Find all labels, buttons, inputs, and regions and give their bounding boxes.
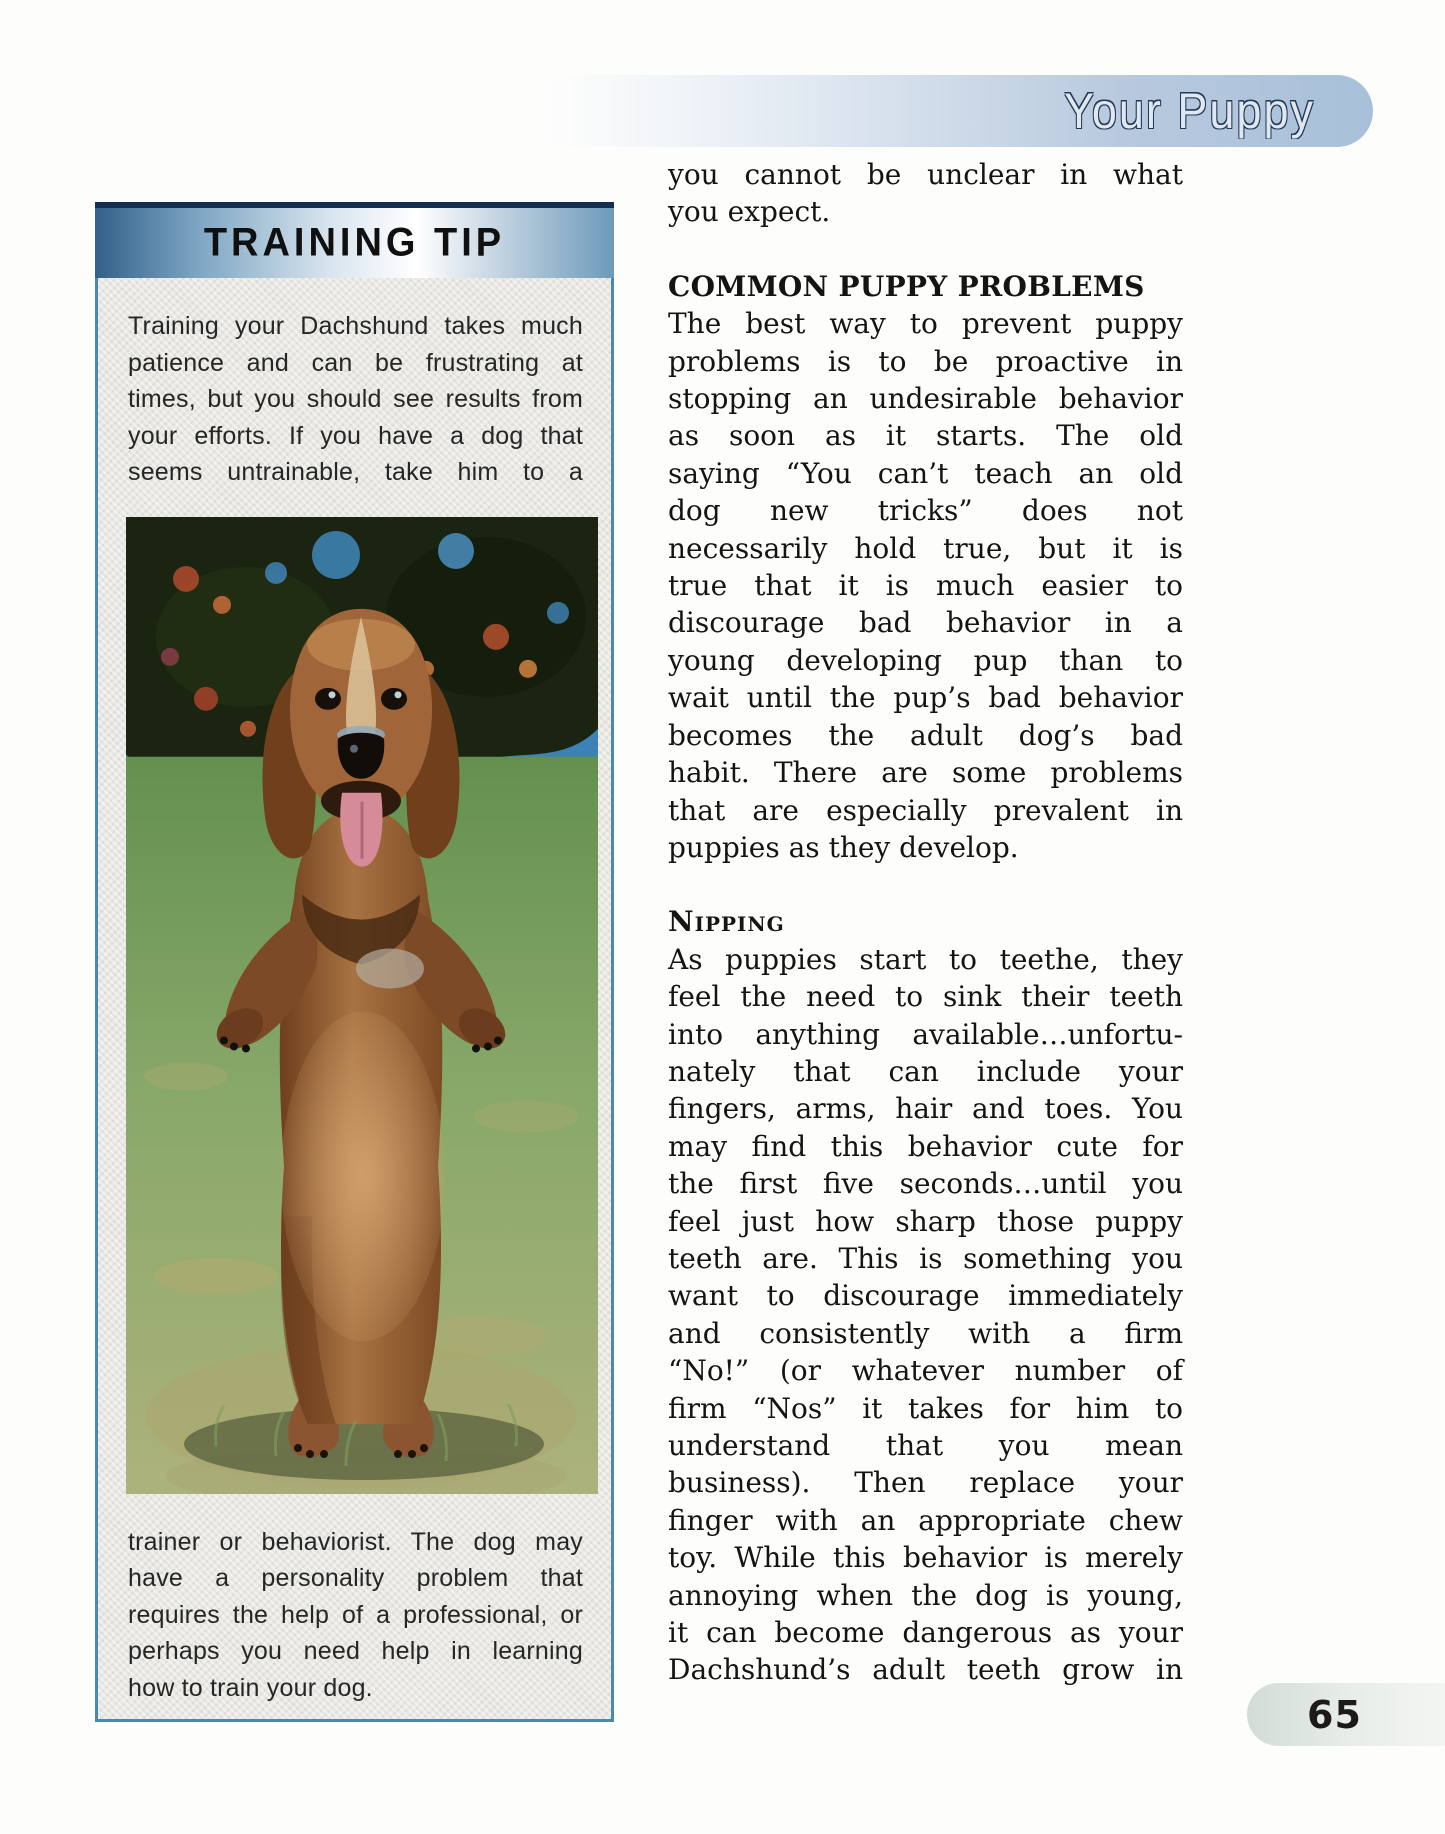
dog-eye-right xyxy=(381,687,407,709)
training-tip-title: TRAINING TIP xyxy=(203,220,506,265)
section-body-nipping: As puppies start to teethe, they feel the need to sink their teeth into anything available…unfortu- nately that can include your fingers, arms, hair and toes. You may find this behavior cute for the first five seconds…until you feel just how sharp those puppy teeth are. This is something you want to discourage immediately and consistently with a firm “No!” (or whatever number of firm “Nos” it takes for him to understand that you mean business). Then replace your finger with an appropriate chew toy. While this behavior is merely annoying when the dog is young, it can become dangerous as your Dachshund’s adult teeth grow in xyxy=(668,942,1183,1687)
belly-highlight xyxy=(281,1011,445,1341)
opening-paragraph: you cannot be unclear in what you expect. xyxy=(668,158,1183,229)
main-text-column xyxy=(668,156,1183,1689)
chapter-title: Your Puppy xyxy=(1063,81,1315,139)
page-number: 65 xyxy=(1307,1692,1362,1737)
training-tip-intro: Training your Dachshund takes much patience and can be frustrating at times, but you should see results from your efforts. If you have a dog that seems untrainable, take him to a xyxy=(128,312,583,486)
section-heading-common-puppy-problems: COMMON PUPPY PROBLEMS xyxy=(668,269,1145,303)
training-tip-outro: trainer or behaviorist. The dog may have a personality problem that requires the help of a professional, or perhaps you need help in learning how to train your dog. xyxy=(128,1527,583,1702)
training-tip-header xyxy=(95,202,614,278)
page-number-pill xyxy=(1247,1683,1445,1746)
dog-eye-left xyxy=(315,687,341,709)
header-ribbon xyxy=(548,75,1373,147)
training-tip-box xyxy=(95,202,614,1722)
chest-patch xyxy=(356,948,424,988)
dachshund-photo xyxy=(126,517,598,1494)
section-heading-nipping: Nipping xyxy=(668,905,785,939)
section-body-common-puppy-problems: The best way to prevent puppy problems is to be proactive in stopping an undesirable behavior as soon as it starts. The old saying “You can’t teach an old dog new tricks” does not necessarily hold true, but it is true that it is much easier to discourage bad behavior in a young developing pup than to wait until the pup’s bad behavior becomes the adult dog’s bad habit. There are some problems that are especially prevalent in puppies as they develop. xyxy=(668,307,1183,864)
